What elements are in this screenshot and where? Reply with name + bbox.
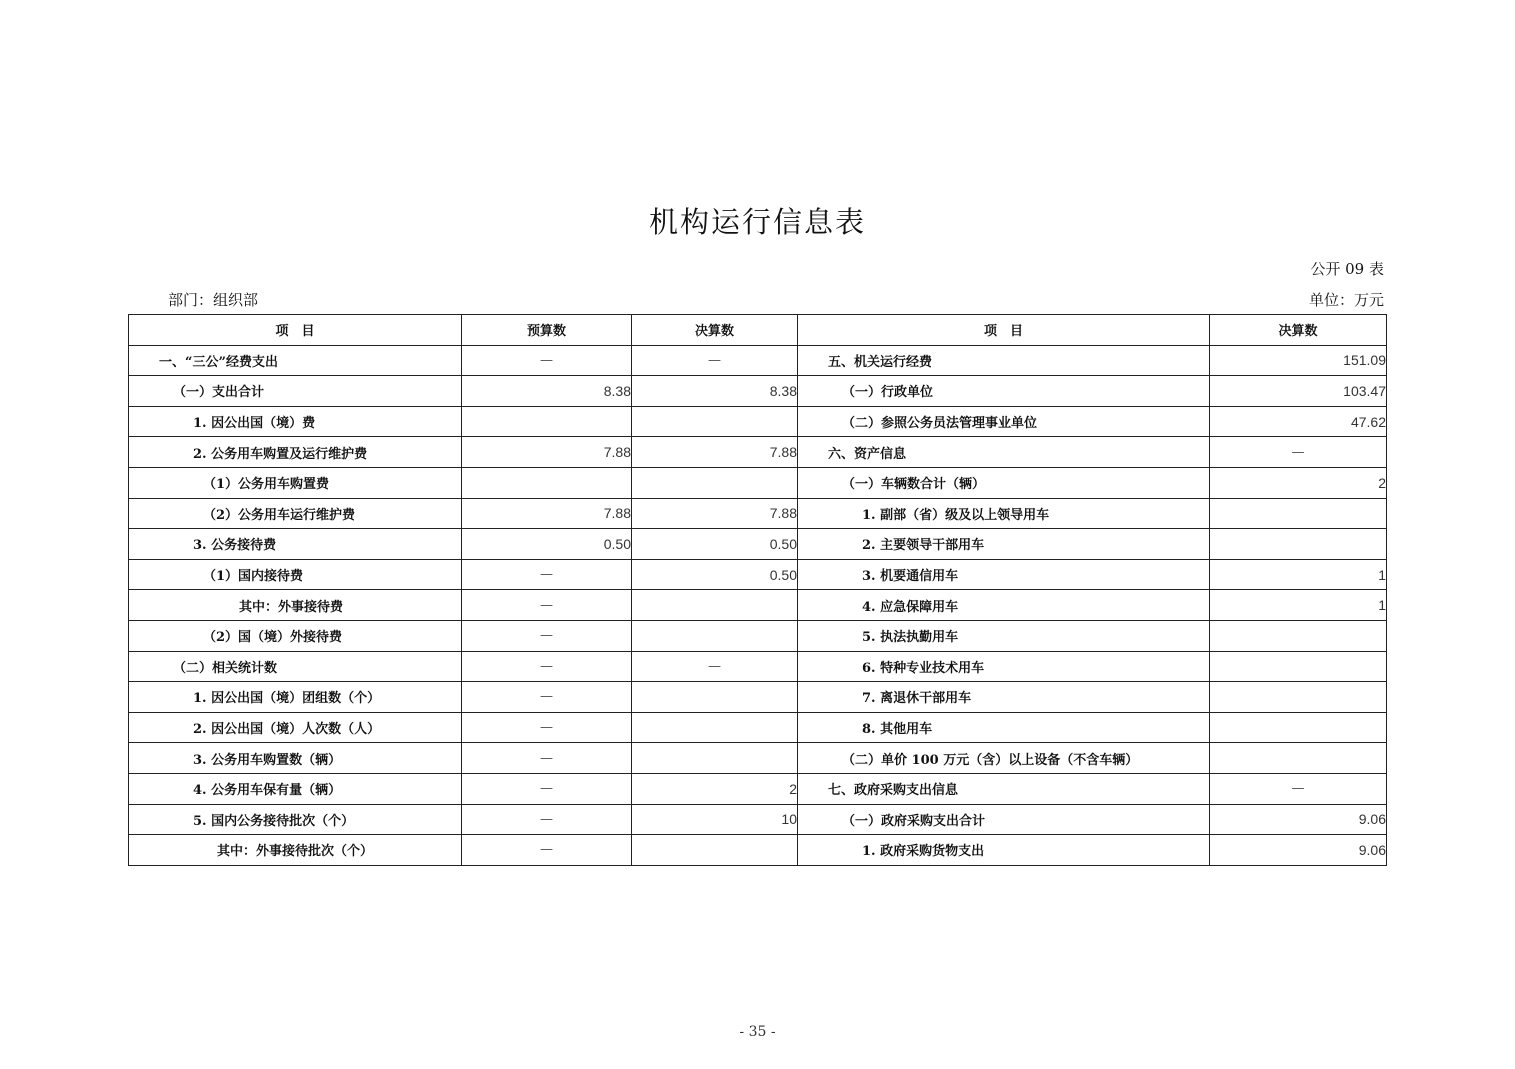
right-item-cell: 五、机关运行经费: [798, 345, 1210, 376]
right-item-cell: 7. 离退休干部用车: [798, 682, 1210, 713]
right-item-cell: 3. 机要通信用车: [798, 559, 1210, 590]
right-item-cell: （一）行政单位: [798, 376, 1210, 407]
budget-cell: [462, 406, 632, 437]
right-item-cell: 8. 其他用车: [798, 712, 1210, 743]
final-left-cell: —: [632, 651, 798, 682]
page-title: 机构运行信息表: [648, 205, 866, 239]
final-left-cell: 7.88: [632, 437, 798, 468]
table-row: [129, 804, 1387, 835]
budget-cell: —: [462, 773, 632, 804]
final-right-cell: 1: [1210, 559, 1387, 590]
left-item-cell: 1. 因公出国（境）团组数（个）: [129, 682, 462, 713]
table-row: [129, 620, 1387, 651]
final-left-cell: 2: [632, 773, 798, 804]
header-right-item: 项 目: [798, 315, 1210, 346]
budget-cell: 0.50: [462, 529, 632, 560]
final-left-cell: [632, 743, 798, 774]
final-left-cell: —: [632, 345, 798, 376]
table-row: [129, 835, 1387, 866]
table-row: [129, 437, 1387, 468]
budget-cell: —: [462, 345, 632, 376]
left-item-cell: 其中：外事接待批次（个）: [129, 835, 462, 866]
right-item-cell: （二）单价 100 万元（含）以上设备（不含车辆）: [798, 743, 1210, 774]
budget-cell: —: [462, 682, 632, 713]
right-item-cell: 4. 应急保障用车: [798, 590, 1210, 621]
final-left-cell: 7.88: [632, 498, 798, 529]
budget-cell: —: [462, 651, 632, 682]
final-right-cell: 9.06: [1210, 835, 1387, 866]
left-item-cell: 5. 国内公务接待批次（个）: [129, 804, 462, 835]
table-row: [129, 682, 1387, 713]
final-left-cell: 8.38: [632, 376, 798, 407]
right-item-cell: （二）参照公务员法管理事业单位: [798, 406, 1210, 437]
left-item-cell: 一、“三公”经费支出: [129, 345, 462, 376]
table-row: [129, 467, 1387, 498]
table-row: [129, 345, 1387, 376]
final-right-cell: [1210, 712, 1387, 743]
budget-cell: —: [462, 712, 632, 743]
final-right-cell: [1210, 620, 1387, 651]
final-right-cell: [1210, 743, 1387, 774]
final-left-cell: [632, 620, 798, 651]
final-left-cell: 10: [632, 804, 798, 835]
right-item-cell: （一）政府采购支出合计: [798, 804, 1210, 835]
final-left-cell: 0.50: [632, 559, 798, 590]
info-table: [128, 314, 1387, 866]
final-right-cell: [1210, 529, 1387, 560]
final-left-cell: [632, 467, 798, 498]
final-right-cell: 151.09: [1210, 345, 1387, 376]
budget-cell: 7.88: [462, 498, 632, 529]
unit-label: 单位：万元: [1308, 291, 1384, 309]
budget-cell: —: [462, 743, 632, 774]
left-item-cell: （2）国（境）外接待费: [129, 620, 462, 651]
final-right-cell: —: [1210, 773, 1387, 804]
final-left-cell: 0.50: [632, 529, 798, 560]
table-row: [129, 712, 1387, 743]
left-item-cell: （一）支出合计: [129, 376, 462, 407]
department-label: 部门：组织部: [168, 291, 259, 309]
budget-cell: —: [462, 620, 632, 651]
final-right-cell: 9.06: [1210, 804, 1387, 835]
left-item-cell: （1）国内接待费: [129, 559, 462, 590]
header-final-right: 决算数: [1210, 315, 1387, 346]
table-row: [129, 590, 1387, 621]
budget-cell: [462, 467, 632, 498]
budget-cell: 8.38: [462, 376, 632, 407]
table-row: [129, 498, 1387, 529]
header-budget: 预算数: [462, 315, 632, 346]
final-right-cell: 47.62: [1210, 406, 1387, 437]
left-item-cell: （1）公务用车购置费: [129, 467, 462, 498]
left-item-cell: 2. 因公出国（境）人次数（人）: [129, 712, 462, 743]
final-right-cell: [1210, 498, 1387, 529]
final-right-cell: —: [1210, 437, 1387, 468]
table-row: [129, 651, 1387, 682]
budget-cell: —: [462, 559, 632, 590]
final-left-cell: [632, 682, 798, 713]
budget-cell: —: [462, 590, 632, 621]
right-item-cell: 1. 副部（省）级及以上领导用车: [798, 498, 1210, 529]
final-left-cell: [632, 406, 798, 437]
table-header-row: [129, 315, 1387, 346]
left-item-cell: 3. 公务用车购置数（辆）: [129, 743, 462, 774]
left-item-cell: （2）公务用车运行维护费: [129, 498, 462, 529]
table-row: [129, 743, 1387, 774]
right-item-cell: 5. 执法执勤用车: [798, 620, 1210, 651]
left-item-cell: 3. 公务接待费: [129, 529, 462, 560]
right-item-cell: 七、政府采购支出信息: [798, 773, 1210, 804]
left-item-cell: 1. 因公出国（境）费: [129, 406, 462, 437]
table-row: [129, 529, 1387, 560]
budget-cell: —: [462, 804, 632, 835]
left-item-cell: 2. 公务用车购置及运行维护费: [129, 437, 462, 468]
table-row: [129, 376, 1387, 407]
budget-cell: —: [462, 835, 632, 866]
final-left-cell: [632, 712, 798, 743]
header-left-item: 项 目: [129, 315, 462, 346]
final-right-cell: 2: [1210, 467, 1387, 498]
table-row: [129, 559, 1387, 590]
right-item-cell: 1. 政府采购货物支出: [798, 835, 1210, 866]
form-number: 公开 09 表: [1310, 260, 1384, 278]
budget-cell: 7.88: [462, 437, 632, 468]
table-row: [129, 406, 1387, 437]
final-right-cell: 103.47: [1210, 376, 1387, 407]
right-item-cell: 6. 特种专业技术用车: [798, 651, 1210, 682]
final-right-cell: [1210, 682, 1387, 713]
left-item-cell: 其中：外事接待费: [129, 590, 462, 621]
right-item-cell: （一）车辆数合计（辆）: [798, 467, 1210, 498]
header-final-left: 决算数: [632, 315, 798, 346]
final-left-cell: [632, 590, 798, 621]
right-item-cell: 2. 主要领导干部用车: [798, 529, 1210, 560]
table-body: [129, 345, 1387, 865]
final-right-cell: [1210, 651, 1387, 682]
left-item-cell: （二）相关统计数: [129, 651, 462, 682]
page-number: - 35 -: [739, 1024, 776, 1040]
final-left-cell: [632, 835, 798, 866]
left-item-cell: 4. 公务用车保有量（辆）: [129, 773, 462, 804]
table-row: [129, 773, 1387, 804]
final-right-cell: 1: [1210, 590, 1387, 621]
right-item-cell: 六、资产信息: [798, 437, 1210, 468]
